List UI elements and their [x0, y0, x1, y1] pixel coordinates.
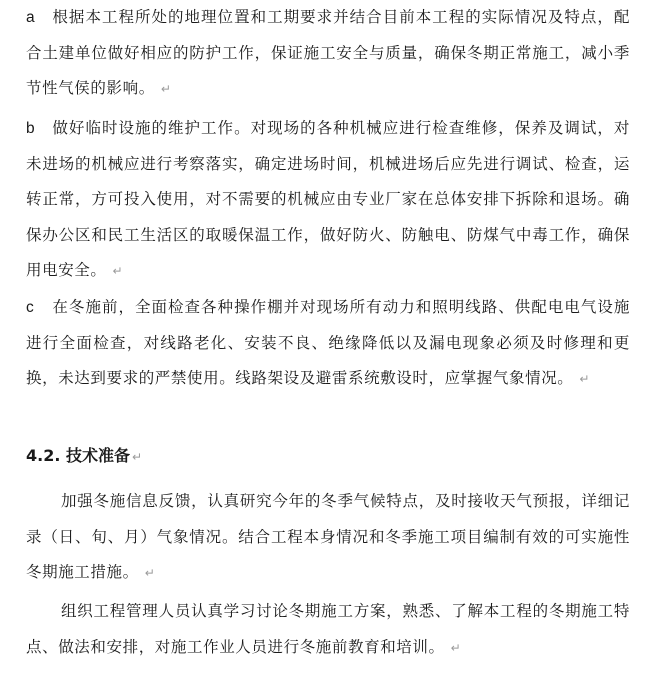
- paragraph-mark-icon: ↵: [132, 450, 143, 464]
- paragraph-label: b: [26, 120, 36, 137]
- section-paragraph-1: [26, 484, 630, 592]
- paragraph-mark-icon: ↵: [160, 82, 172, 96]
- section-heading-text: 4.2. 技术准备: [26, 446, 130, 465]
- section-heading: [26, 438, 142, 475]
- paragraph-mark-icon: ↵: [144, 566, 156, 580]
- paragraph-label: a: [26, 9, 36, 26]
- paragraph-b: [26, 111, 630, 290]
- paragraph-text: 在冬施前，全面检查各种操作棚并对现场所有动力和照明线路、供配电电气设施进行全面检查，对线路老化、安装不良、绝缘降低以及漏电现象必须及时修理和更换，未达到要求的严禁使用。线路架设及避雷系统敷设时，应掌握气象情况。: [26, 298, 630, 387]
- paragraph-text: 组织工程管理人员认真学习讨论冬期施工方案，熟悉、了解本工程的冬期施工特点、做法和安排，对施工作业人员进行冬施前教育和培训。: [26, 602, 630, 656]
- paragraph-label: c: [26, 299, 35, 316]
- paragraph-a: [26, 0, 630, 108]
- paragraph-mark-icon: ↵: [450, 640, 462, 655]
- paragraph-text: 做好临时设施的维护工作。对现场的各种机械应进行检查维修，保养及调试，对未进场的机械应进行考察落实，确定进场时间，机械进场后应先进行调试、检查，运转正常，方可投入使用，对不需要的机械应由专业厂家在总体安排下拆除和退场。确保办公区和民工生活区的取暖保温工作，做好防火、防触电、防煤气中毒工作，确保用电安全。: [26, 119, 630, 279]
- paragraph-mark-icon: ↵: [112, 264, 124, 278]
- paragraph-text: 根据本工程所处的地理位置和工期要求并结合目前本工程的实际情况及特点，配合土建单位做好相应的防护工作，保证施工安全与质量，确保冬期正常施工，减小季节性气侯的影响。: [26, 8, 630, 97]
- paragraph-mark-icon: ↵: [579, 372, 591, 386]
- paragraph-text: 加强冬施信息反馈，认真研究今年的冬季气候特点，及时接收天气预报，详细记录（日、旬、月）气象情况。结合工程本身情况和冬季施工项目编制有效的可实施性冬期施工措施。: [26, 492, 630, 581]
- section-paragraph-2: [26, 594, 630, 666]
- paragraph-c: [26, 290, 630, 398]
